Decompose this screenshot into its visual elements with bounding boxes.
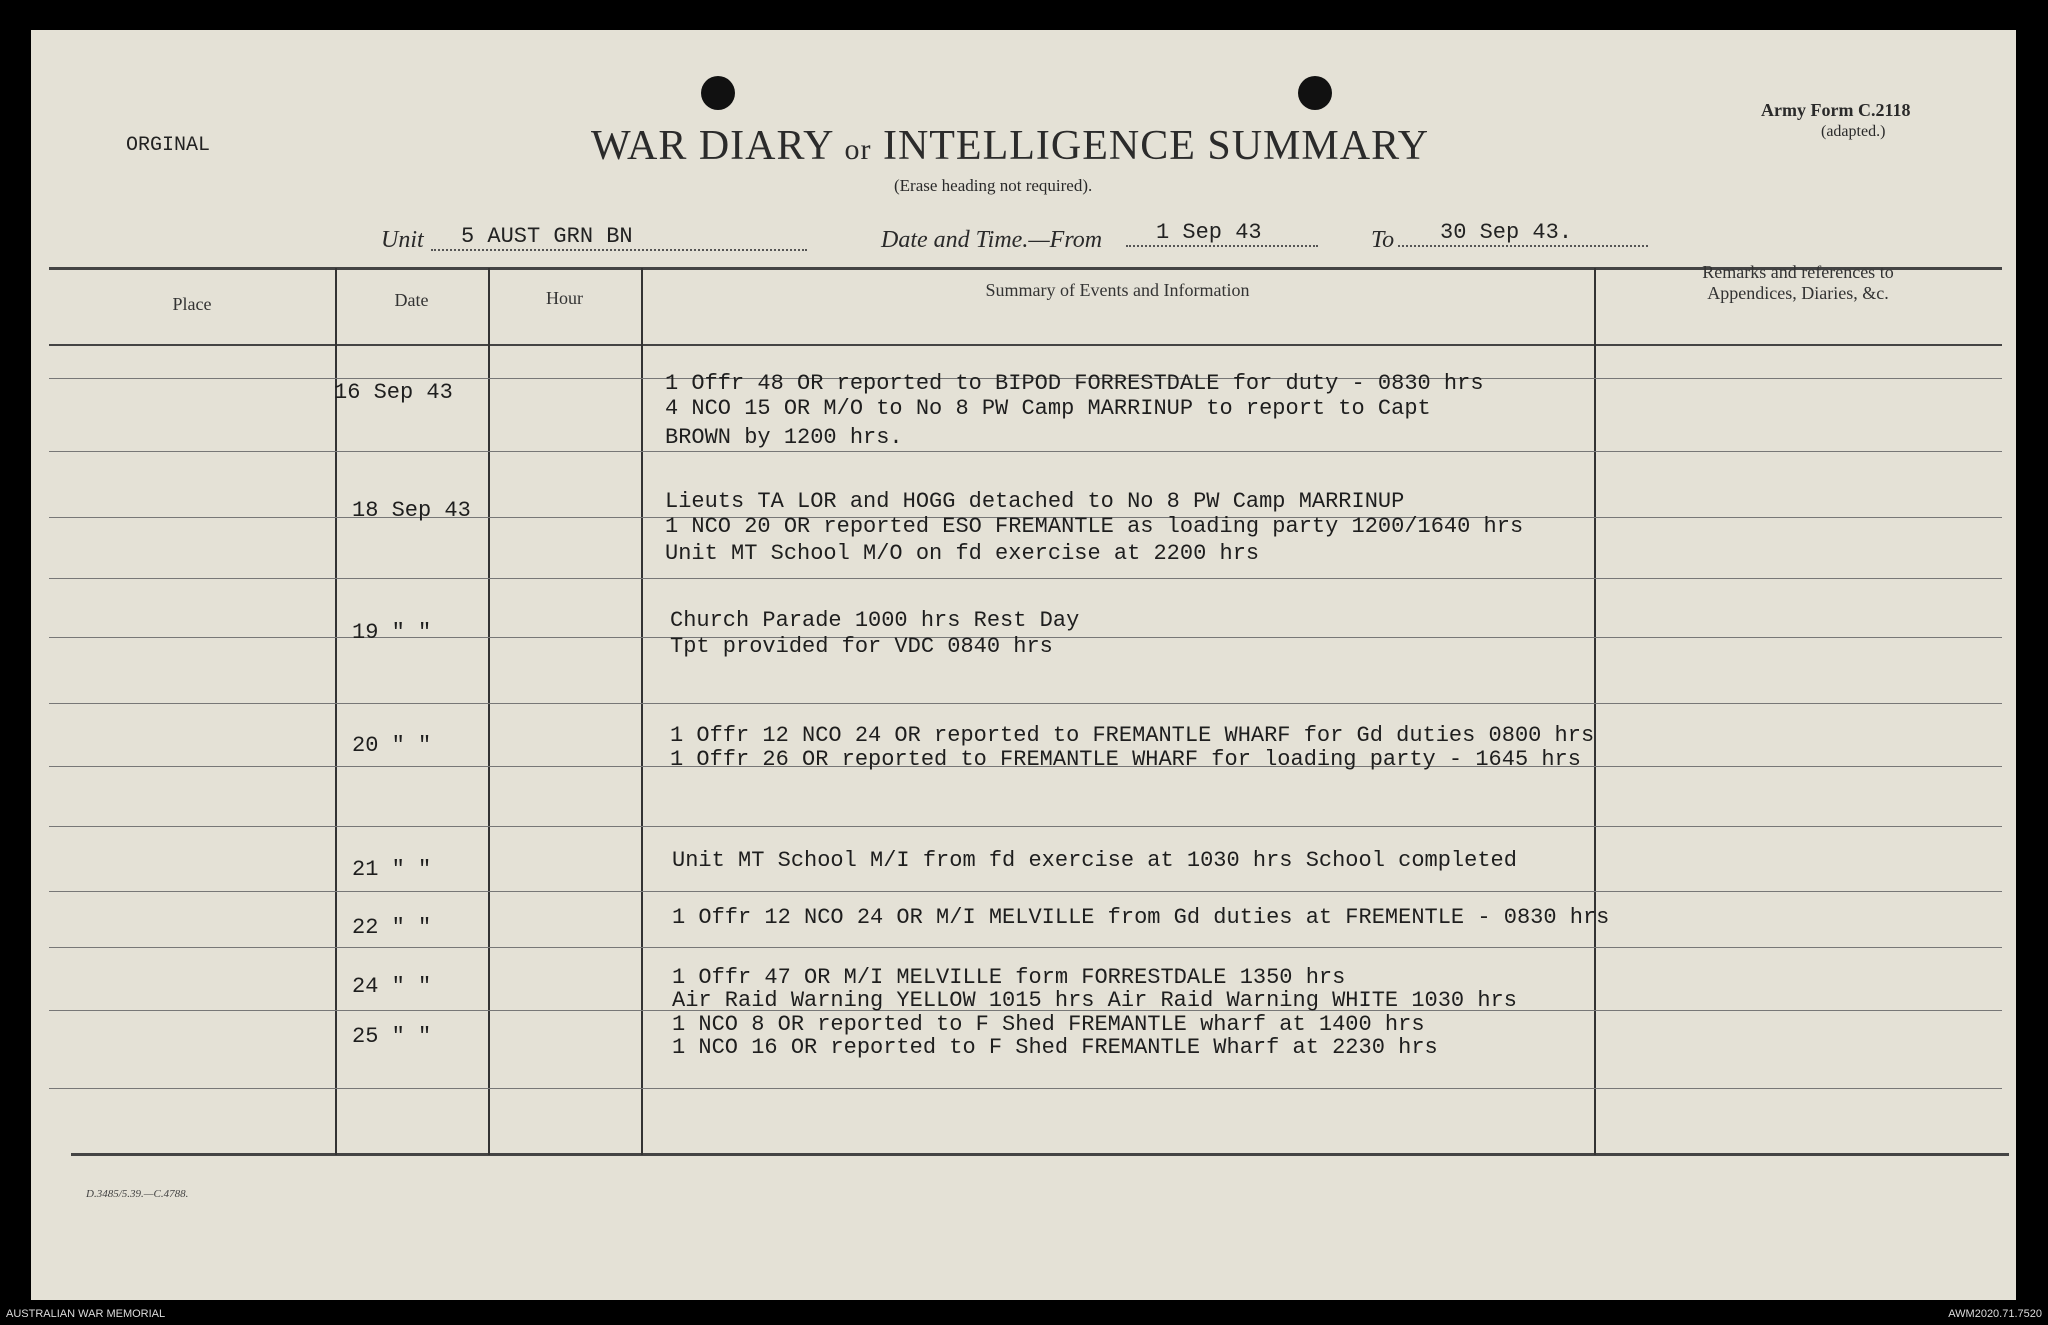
column-header-place: Place — [172, 294, 212, 314]
print-code: D.3485/5.39.—C.4788. — [86, 1188, 189, 1200]
diary-entry-line: Church Parade 1000 hrs Rest Day — [670, 608, 1080, 633]
diary-entry-line: 4 NCO 15 OR M/O to No 8 PW Camp MARRINUP to report to Capt — [665, 396, 1431, 421]
entry-date: 20 " " — [352, 733, 432, 758]
column-header-remarks-line2: Appendices, Diaries, &c. — [1707, 283, 1889, 303]
column-header-hour: Hour — [546, 288, 583, 308]
adapted-label: (adapted.) — [1821, 123, 1886, 140]
column-header-remarks-line1: Remarks and references to — [1702, 262, 1894, 282]
diary-entry-line: 1 Offr 12 NCO 24 OR reported to FREMANTLE WHARF for Gd duties 0800 hrs — [670, 723, 1595, 748]
diary-entry-line: Lieuts TA LOR and HOGG detached to No 8 PW Camp MARRINUP — [665, 489, 1405, 514]
column-header-date: Date — [394, 290, 429, 310]
entry-date: 16 Sep 43 — [334, 380, 453, 405]
diary-entry-line: 1 Offr 47 OR M/I MELVILLE form FORRESTDALE 1350 hrs — [672, 965, 1346, 990]
entry-date: 18 Sep 43 — [352, 498, 471, 523]
erase-note: (Erase heading not required). — [894, 176, 1093, 195]
row-rule — [49, 451, 2002, 452]
diary-entry-line: 1 Offr 48 OR reported to BIPOD FORRESTDALE for duty - 0830 hrs — [665, 371, 1484, 396]
header-rule — [49, 344, 2002, 346]
row-rule — [49, 1088, 2002, 1089]
original-label: ORGINAL — [126, 134, 211, 157]
to-date: 30 Sep 43. — [1398, 220, 1648, 247]
diary-entry-line: 1 Offr 26 OR reported to FREMANTLE WHARF for loading party - 1645 hrs — [670, 747, 1581, 772]
from-date: 1 Sep 43 — [1126, 220, 1318, 247]
army-form-label: Army Form C.2118 — [1761, 100, 1911, 120]
column-header-summary: Summary of Events and Information — [985, 280, 1250, 300]
diary-entry-line: Tpt provided for VDC 0840 hrs — [670, 634, 1053, 659]
row-rule — [49, 826, 2002, 827]
entry-date: 22 " " — [352, 915, 432, 940]
entry-date: 24 " " — [352, 974, 432, 999]
diary-entry-line: Unit MT School M/O on fd exercise at 2200 hrs — [665, 541, 1260, 566]
diary-entry-line: 1 NCO 8 OR reported to F Shed FREMANTLE wharf at 1400 hrs — [672, 1012, 1425, 1037]
entry-date: 25 " " — [352, 1024, 432, 1049]
diary-entry-line: BROWN by 1200 hrs. — [665, 425, 903, 450]
to-label: To — [1371, 227, 1395, 253]
punch-hole — [1298, 76, 1332, 110]
row-rule — [49, 703, 2002, 704]
column-divider — [1594, 268, 1596, 1155]
diary-entry-line: 1 NCO 20 OR reported ESO FREMANTLE as loading party 1200/1640 hrs — [665, 514, 1524, 539]
column-divider — [488, 268, 490, 1155]
punch-hole — [701, 76, 735, 110]
footer-institution: AUSTRALIAN WAR MEMORIAL — [6, 1308, 166, 1320]
diary-entry-line: 1 Offr 12 NCO 24 OR M/I MELVILLE from Gd duties at FREMENTLE - 0830 hrs — [672, 905, 1610, 930]
unit-label: Unit — [381, 227, 424, 253]
diary-entry-line: Air Raid Warning YELLOW 1015 hrs Air Raid Warning WHITE 1030 hrs — [672, 988, 1517, 1013]
diary-entry-line: Unit MT School M/I from fd exercise at 1030 hrs School completed — [672, 848, 1517, 873]
row-rule — [49, 891, 2002, 892]
entry-date: 21 " " — [352, 857, 432, 882]
title-or: or — [844, 133, 872, 166]
unit-value: 5 AUST GRN BN — [431, 224, 807, 251]
entry-date: 19 " " — [352, 620, 432, 645]
row-rule — [49, 578, 2002, 579]
table-bottom-rule — [71, 1153, 2009, 1156]
diary-entry-line: 1 NCO 16 OR reported to F Shed FREMANTLE Wharf at 2230 hrs — [672, 1035, 1438, 1060]
title-war-diary: WAR DIARY — [591, 123, 833, 169]
footer-accession: AWM2020.71.7520 — [1948, 1308, 2042, 1320]
column-divider — [641, 268, 643, 1155]
row-rule — [49, 947, 2002, 948]
diary-page — [31, 30, 2016, 1300]
date-time-label: Date and Time.—From — [881, 227, 1103, 253]
page-title — [591, 122, 1429, 170]
title-intelligence-summary: INTELLIGENCE SUMMARY — [882, 123, 1430, 169]
